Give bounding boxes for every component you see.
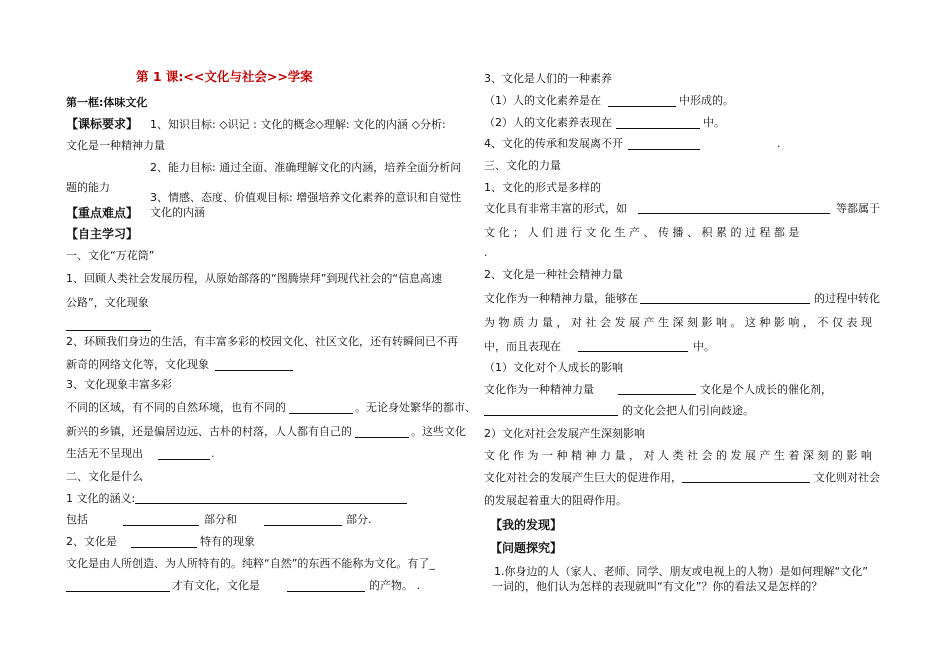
question-2: 2、文化是 — [66, 535, 117, 548]
section-1-heading: 一、文化“万花筒” — [66, 249, 155, 262]
r-line-4: 4、文化的传承和发展离不开 — [484, 137, 623, 150]
question-1-includes: 包括 — [66, 513, 88, 526]
inquiry-question-1: 1.你身边的人（家人、老师、同学、朋友或电视上的人物）是如何理解“文化” — [494, 565, 868, 578]
para-3-heading: 3、文化现象丰富多彩 — [66, 378, 172, 391]
blank-line — [578, 351, 688, 352]
r-line-2: （1）人的文化素养是在 — [484, 94, 601, 107]
r-line-9: 2、文化是一种社会精神力量 — [484, 268, 623, 281]
r-line-11: 为 物 质 力 量 ， 对 社 会 发 展 产 生 深 刻 影 响 。 这 种 影 响 ， 不 仅 表 现 — [484, 316, 872, 329]
standard-3: 3、情感、态度、价值观目标: 增强培养文化素养的意识和自觉性 — [150, 191, 462, 204]
para-3c-end: . — [211, 447, 215, 460]
r-line-12-end: 中。 — [693, 340, 715, 353]
blank-line — [135, 503, 407, 504]
section-2-heading: 二、文化是什么 — [66, 470, 143, 483]
para-1-cont: 公路”，文化现象 — [66, 296, 149, 309]
r-line-18: 文化对社会的发展产生巨大的促进作用， — [484, 471, 682, 484]
para-3b-end: 。这些文化 — [411, 425, 466, 438]
r-line-6: 1、文化的形式是多样的 — [484, 181, 601, 194]
standard-1: 1、知识目标: ◇识记 : 文化的概念◇理解: 文化的内涵 ◇分析: — [150, 118, 446, 131]
r-line-3: （2）人的文化素养表现在 — [484, 116, 612, 129]
blank-line — [215, 370, 293, 371]
r-line-2-end: 中形成的。 — [679, 94, 734, 107]
blank-line — [484, 415, 618, 416]
r-line-13: （1）文化对个人成长的影响 — [484, 361, 623, 374]
blank-line — [287, 591, 365, 592]
blank-line — [618, 394, 696, 395]
standard-1-cont: 文化是一种精神力量 — [66, 139, 165, 152]
blank-line — [638, 213, 830, 214]
r-line-7-end: 等都属于 — [836, 202, 880, 215]
r-line-16: 2）文化对社会发展产生深刻影响 — [484, 427, 645, 440]
frame-title: 第一框:体味文化 — [66, 96, 148, 109]
standards-heading: 【课标要求】 — [66, 117, 139, 131]
blank-line — [640, 303, 810, 304]
keypoints-text: 文化的内涵 — [150, 206, 205, 219]
r-line-18-end: 文化则对社会 — [814, 471, 880, 484]
question-1-part: 部分和 — [204, 513, 237, 526]
r-line-4-end: . — [777, 137, 781, 150]
question-2-text-b: 才有文化，文化是 — [172, 579, 260, 592]
keypoints-heading: 【重点难点】 — [66, 206, 139, 220]
r-line-14: 文化作为一种精神力量 — [484, 383, 594, 396]
para-2-cont: 新奇的网络文化等，文化现象 — [66, 358, 209, 371]
r-line-17: 文 化 作 为 一 种 精 神 力 量 ， 对 人 类 社 会 的 发 展 产 生 着 深 刻 的 影 响 — [484, 449, 872, 462]
blank-line — [608, 106, 676, 107]
r-line-8-end: . — [484, 246, 488, 259]
page-title: 第 1 课:<<文化与社会>>学案 — [136, 69, 313, 84]
blank-line — [66, 330, 151, 331]
findings-heading: 【我的发现】 — [490, 518, 563, 532]
blank-line — [131, 547, 197, 548]
blank-line — [158, 459, 210, 460]
section-3-heading: 三、文化的力量 — [484, 159, 561, 172]
r-line-3-end: 中。 — [703, 116, 725, 129]
question-2-end: 特有的现象 — [200, 535, 255, 548]
para-3c: 生活无不呈现出 — [66, 447, 143, 460]
blank-line — [66, 591, 170, 592]
blank-line — [355, 437, 409, 438]
question-2-text-end: 的产物。 . — [369, 579, 420, 592]
blank-line — [264, 525, 342, 526]
question-2-text: 文化是由人所创造、为人所特有的。纯粹“自然”的东西不能称为文化。有了_ — [66, 557, 435, 570]
r-line-10-end: 的过程中转化 — [814, 292, 880, 305]
para-3b: 新兴的乡镇，还是偏居边远、古朴的村落，人人都有自己的 — [66, 425, 352, 438]
para-3a-end: 。无论身处繁华的都市、 — [355, 401, 476, 414]
inquiry-heading: 【问题探究】 — [490, 541, 563, 555]
r-line-14-end: 文化是个人成长的催化剂， — [700, 383, 832, 396]
blank-line — [616, 128, 700, 129]
standard-2: 2、能力目标: 通过全面、准确理解文化的内涵，培养全面分析问 — [150, 161, 462, 174]
question-1-part-end: 部分. — [346, 513, 372, 526]
r-line-19: 的发展起着重大的阻碍作用。 — [484, 494, 627, 507]
para-2: 2、环顾我们身边的生活，有丰富多彩的校园文化、社区文化，还有转瞬间已不再 — [66, 335, 458, 348]
question-1: 1 文化的涵义: — [66, 492, 136, 505]
r-line-1: 3、文化是人们的一种素养 — [484, 72, 612, 85]
standard-2-cont: 题的能力 — [66, 181, 110, 194]
blank-line — [682, 482, 810, 483]
r-line-15: 的文化会把人们引向歧途。 — [622, 404, 754, 417]
self-study-heading: 【自主学习】 — [66, 227, 139, 241]
r-line-12: 中，而且表现在 — [484, 340, 561, 353]
blank-line — [628, 149, 700, 150]
para-1: 1、回顾人类社会发展历程，从原始部落的“图腾崇拜”到现代社会的“信息高速 — [66, 272, 443, 285]
blank-line — [289, 413, 353, 414]
blank-line — [123, 525, 199, 526]
inquiry-question-1-cont: 一词的，他们认为怎样的表现就叫“有文化”？你的看法又是怎样的？ — [492, 580, 823, 593]
r-line-10: 文化作为一种精神力量，能够在 — [484, 292, 638, 305]
para-3a: 不同的区域，有不同的自然环境，也有不同的 — [66, 401, 286, 414]
r-line-8: 文 化 ； 人 们 进 行 文 化 生 产 、 传 播 、 积 累 的 过 程 都 是 — [484, 226, 800, 239]
r-line-7: 文化具有非常丰富的形式，如 — [484, 202, 627, 215]
